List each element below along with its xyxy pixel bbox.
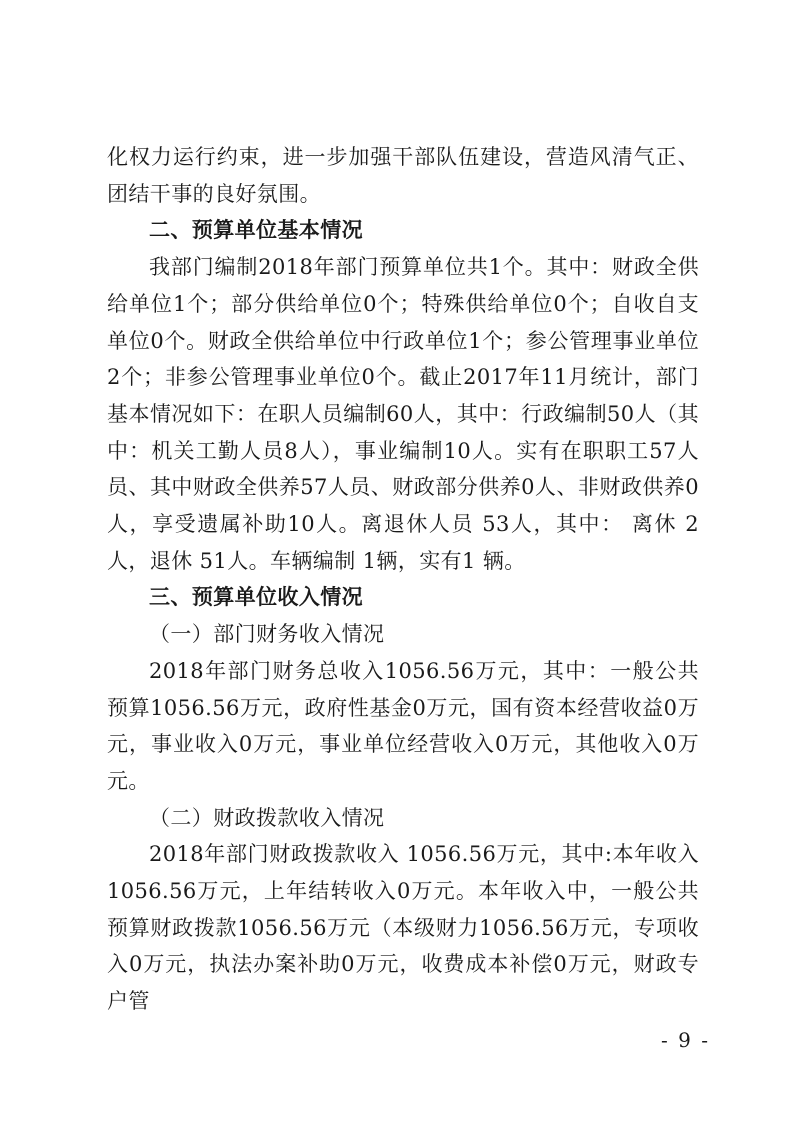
section-heading-income: 三、预算单位收入情况 <box>149 585 363 610</box>
section-heading-budget-units: 二、预算单位基本情况 <box>149 218 363 243</box>
paragraph-financial-income: 2018年部门财务总收入1056.56万元，其中：一般公共预算1056.56万元，政府性基金0万元，国有资本经营收益0万元，事业收入0万元，事业单位经营收入0万元，其他收入0万元。 <box>107 658 699 793</box>
paragraph-continued: 化权力运行约束，进一步加强干部队伍建设，营造风清气正、团结干事的良好氛围。 <box>107 145 699 206</box>
subheading-fiscal-appropriation: （二）财政拨款收入情况 <box>149 805 385 830</box>
document-body <box>107 139 699 1020</box>
paragraph-fiscal-appropriation: 2018年部门财政拨款收入 1056.56万元，其中:本年收入1056.56万元，上年结转收入0万元。本年收入中，一般公共预算财政拨款1056.56万元（本级财力1056.56万元，专项收入0万元，执法办案补助0万元，收费成本补偿0万元，财政专户管 <box>107 842 699 1014</box>
paragraph-budget-units: 我部门编制2018年部门预算单位共1个。其中：财政全供给单位1个；部分供给单位0个；特殊供给单位0个；自收自支单位0个。财政全供给单位中行政单位1个；参公管理事业单位2个；非参公管理事业单位0个。截止2017年11月统计，部门基本情况如下：在职人员编制60人，其中：行政编制50人（其中：机关工勤人员8人），事业编制10人。实有在职职工57人员、其中财政全供养57人员、财政部分供养0人、非财政供养0人，享受遗属补助10人。离退休人员 53人，其中： 离休 2人，退休 51人。车辆编制 1辆，实有1 辆。 <box>107 255 699 573</box>
subheading-financial-income: （一）部门财务收入情况 <box>149 622 385 647</box>
page-number: - 9 - <box>661 1028 710 1052</box>
